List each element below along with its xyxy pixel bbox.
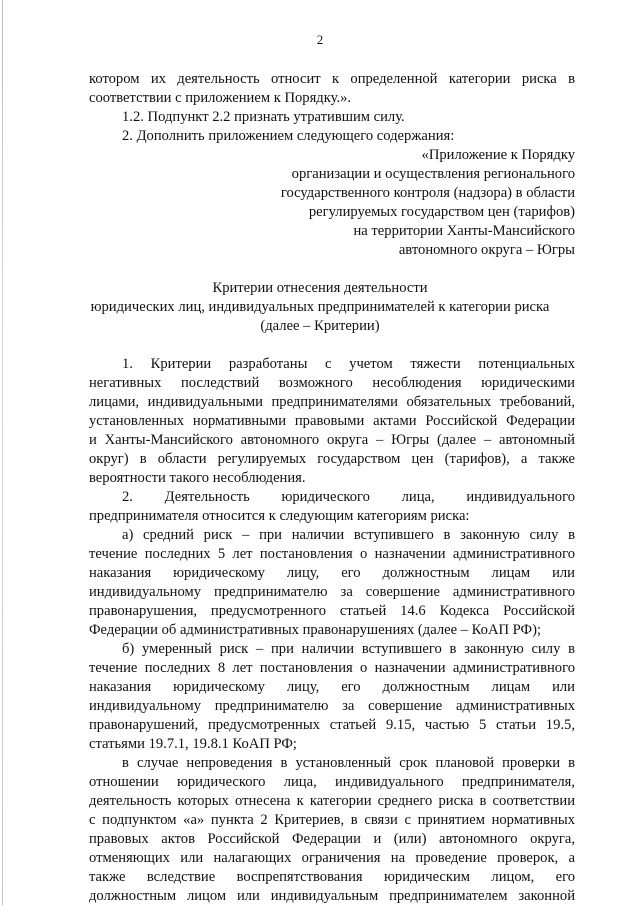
- text-line: индивидуальному предпринимателю за совершение административных: [89, 698, 575, 714]
- page-number: 2: [316, 32, 324, 47]
- appendix-heading-line: «Приложение к Порядку: [421, 147, 575, 163]
- text-line: отношении юридического лица, индивидуального предпринимателя,: [89, 774, 575, 790]
- text-line: 2. Дополнить приложением следующего содержания:: [122, 128, 455, 144]
- text-line: также вследствие воспрепятствования юридическим лицом, его: [89, 869, 575, 885]
- text-line: индивидуальному предпринимателю за совершение административного: [89, 584, 575, 600]
- text-line: и Ханты-Мансийского автономного округа – Югры (далее – автономный: [89, 432, 575, 448]
- text-line: 1. Критерии разработаны с учетом тяжести потенциальных: [122, 356, 575, 372]
- text-line: отменяющих или налагающих ограничения на проведение проверок, а: [89, 850, 575, 866]
- document-title-line: юридических лиц, индивидуальных предпринимателей к категории риска: [90, 299, 550, 315]
- text-line: негативных последствий возможного несоблюдения юридическими: [89, 375, 575, 391]
- appendix-heading-line: автономного округа – Югры: [398, 242, 575, 258]
- appendix-heading-line: на территории Ханты-Мансийского: [353, 223, 575, 239]
- text-line: предпринимателя относится к следующим категориям риска:: [89, 508, 470, 524]
- text-line: округ) в области регулируемых государством цен (тарифов), а также: [89, 451, 575, 467]
- scan-edge-line: [2, 0, 3, 905]
- appendix-heading-line: организации и осуществления регионального: [291, 166, 575, 182]
- text-line: лицами, индивидуальными предпринимателями обязательных требований,: [89, 394, 575, 410]
- text-line: установленных нормативными правовыми актами Российской Федерации: [89, 413, 575, 429]
- text-line: б) умеренный риск – при наличии вступившего в законную силу в: [122, 641, 575, 657]
- text-line: правонарушений, предусмотренных статьей 9.15, частью 5 статьи 19.5,: [89, 717, 575, 733]
- document-title-line: Критерии отнесения деятельности: [212, 280, 428, 296]
- text-line: статьями 19.7.1, 19.8.1 КоАП РФ;: [89, 736, 297, 752]
- text-line: наказания юридическому лицу, его должностным лицам или: [89, 679, 575, 695]
- text-line: наказания юридическому лицу, его должностным лицам или: [89, 565, 575, 581]
- text-line: деятельность которых отнесена к категории среднего риска в соответствии: [89, 793, 575, 809]
- text-line: в случае непроведения в установленный срок плановой проверки в: [122, 755, 575, 771]
- text-line: правовых актов Российской Федерации и (или) автономного округа,: [89, 831, 575, 847]
- text-line: соответствии с приложением к Порядку.».: [89, 90, 352, 106]
- text-line: течение последних 5 лет постановления о назначении административного: [89, 546, 575, 562]
- text-line: вероятности такого несоблюдения.: [89, 470, 306, 486]
- document-title-line: (далее – Критерии): [260, 318, 380, 334]
- text-line: 2. Деятельность юридического лица, индивидуального: [122, 489, 575, 505]
- text-line: котором их деятельность относит к определенной категории риска в: [89, 71, 575, 87]
- text-line: с подпунктом «а» пункта 2 Критериев, в связи с принятием нормативных: [89, 812, 575, 828]
- text-line: 1.2. Подпункт 2.2 признать утратившим силу.: [122, 109, 405, 125]
- text-line: Федерации об административных правонарушениях (далее – КоАП РФ);: [89, 622, 541, 638]
- text-line: а) средний риск – при наличии вступившего в законную силу в: [122, 527, 575, 543]
- appendix-heading-line: регулируемых государством цен (тарифов): [308, 204, 575, 220]
- text-line: правонарушения, предусмотренного статьей 14.6 Кодекса Российской: [89, 603, 575, 619]
- appendix-heading-line: государственного контроля (надзора) в области: [280, 185, 575, 201]
- text-line: течение последних 8 лет постановления о назначении административного: [89, 660, 575, 676]
- text-line: должностным лицом или индивидуальным предпринимателем законной: [89, 888, 575, 904]
